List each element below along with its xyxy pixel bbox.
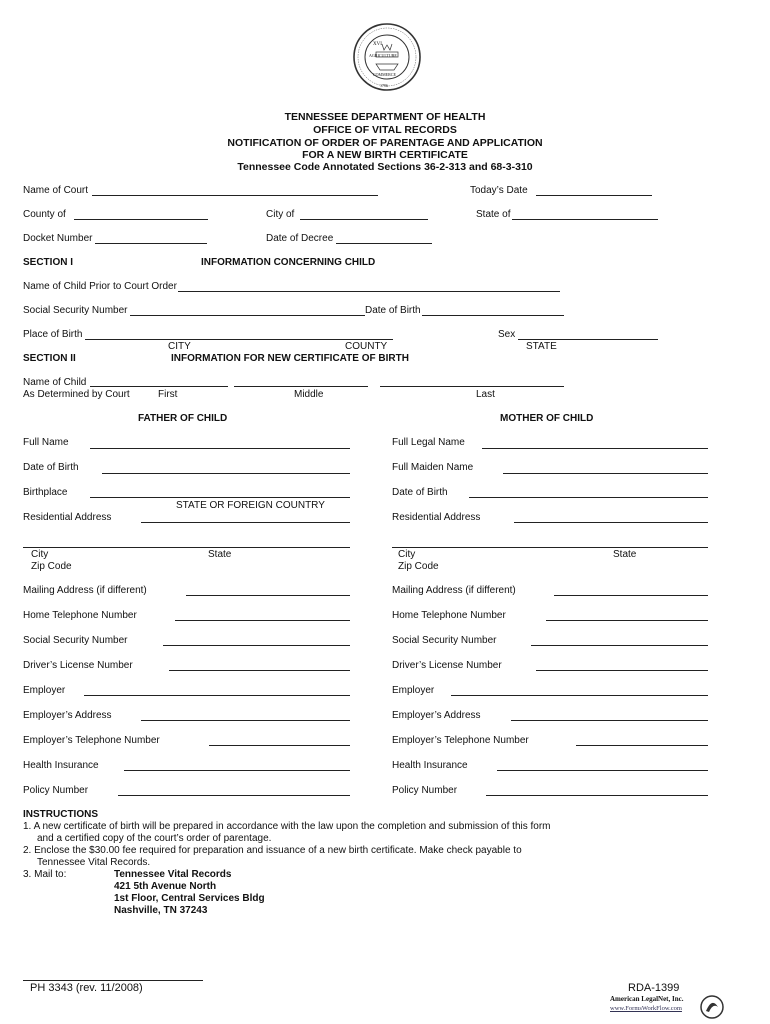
mother-full-legal-name-label: Full Legal Name [392,437,465,448]
place-of-birth-field[interactable] [85,339,393,340]
header-office: OFFICE OF VITAL RECORDS [313,124,457,136]
mother-residential-field[interactable] [514,522,708,523]
child-ssn-label: Social Security Number [23,305,128,316]
father-mailing-label: Mailing Address (if different) [23,585,147,596]
publisher-logo [598,994,726,1022]
child-dob-label: Date of Birth [365,305,421,316]
father-employer-label: Employer [23,685,66,696]
father-insurance-label: Health Insurance [23,760,99,771]
caption-state: STATE [526,341,557,352]
state-of-field[interactable] [512,219,658,220]
father-state-or-country-caption: STATE OR FOREIGN COUNTRY [176,500,325,511]
mother-ssn-label: Social Security Number [392,635,497,646]
mother-dob-field[interactable] [469,497,708,498]
father-heading: FATHER OF CHILD [138,413,228,424]
mother-employer-address-label: Employer’s Address [392,710,481,721]
publisher-name: American LegalNet, Inc. [610,995,684,1003]
county-of-field[interactable] [74,219,208,220]
sex-field[interactable] [518,339,658,340]
date-of-decree-label: Date of Decree [266,233,334,244]
instruction-2a: 2. Enclose the $30.00 fee required for preparation and issuance of a new birth certificate. Make check payable to [23,845,522,856]
mother-policy-field[interactable] [486,795,708,796]
date-of-decree-field[interactable] [336,243,432,244]
publisher-url[interactable]: www.FormsWorkFlow.com [610,1005,682,1012]
father-home-phone-field[interactable] [175,620,350,621]
mother-state-caption: State [613,549,637,560]
header-code: Tennessee Code Annotated Sections 36-2-313 and 68-3-310 [237,161,533,173]
mother-mailing-field[interactable] [554,595,708,596]
instructions-heading: INSTRUCTIONS [23,809,98,820]
mother-mailing-label: Mailing Address (if different) [392,585,516,596]
father-state-caption: State [208,549,232,560]
caption-county: COUNTY [345,341,388,352]
mother-license-field[interactable] [536,670,708,671]
father-mailing-field[interactable] [186,595,350,596]
instruction-1a: 1. A new certificate of birth will be prepared in accordance with the law upon the completion and submission of this form [23,821,551,832]
father-policy-field[interactable] [118,795,350,796]
mother-employer-address-field[interactable] [511,720,708,721]
father-ssn-label: Social Security Number [23,635,128,646]
mother-heading: MOTHER OF CHILD [500,413,594,424]
docket-number-label: Docket Number [23,233,93,244]
father-birthplace-label: Birthplace [23,487,68,498]
mother-maiden-name-label: Full Maiden Name [392,462,474,473]
mother-employer-phone-field[interactable] [576,745,708,746]
mother-employer-phone-label: Employer’s Telephone Number [392,735,529,746]
sex-label: Sex [498,329,516,340]
father-license-field[interactable] [169,670,350,671]
section-2-label: SECTION II [23,353,76,364]
father-birthplace-field[interactable] [90,497,350,498]
child-dob-field[interactable] [422,315,564,316]
father-dob-field[interactable] [102,473,350,474]
header-notification: NOTIFICATION OF ORDER OF PARENTAGE AND APPLICATION [227,137,543,149]
mother-dob-label: Date of Birth [392,487,448,498]
city-of-label: City of [266,209,295,220]
seal-commerce: COMMERCE [373,72,396,77]
father-dob-label: Date of Birth [23,462,79,473]
father-insurance-field[interactable] [124,770,350,771]
name-of-court-field[interactable] [92,195,378,196]
father-residential-field[interactable] [141,522,350,523]
father-employer-field[interactable] [84,695,350,696]
instruction-3: 3. Mail to: [23,869,67,880]
father-full-name-label: Full Name [23,437,69,448]
father-city-state-field[interactable] [23,547,350,548]
name-of-court-label: Name of Court [23,185,89,196]
mother-insurance-label: Health Insurance [392,760,468,771]
section-2-title: INFORMATION FOR NEW CERTIFICATE OF BIRTH [171,353,409,364]
mail-address-line-1: Tennessee Vital Records [114,869,232,880]
mother-full-legal-name-field[interactable] [482,448,708,449]
mother-residential-label: Residential Address [392,512,481,523]
mother-policy-label: Policy Number [392,785,458,796]
state-of-label: State of [476,209,511,220]
father-residential-label: Residential Address [23,512,112,523]
mother-license-label: Driver’s License Number [392,660,502,671]
name-prior-field[interactable] [178,291,560,292]
mother-city-state-field[interactable] [392,547,708,548]
caption-first: First [158,389,178,400]
mother-home-phone-label: Home Telephone Number [392,610,506,621]
mail-address-line-2: 421 5th Avenue North [114,881,217,892]
child-ssn-field[interactable] [130,315,365,316]
father-employer-address-field[interactable] [141,720,350,721]
child-middle-name-field[interactable] [234,386,368,387]
instruction-2b: Tennessee Vital Records. [37,857,151,868]
publisher-emblem-icon [700,994,724,1020]
father-home-phone-label: Home Telephone Number [23,610,137,621]
father-policy-label: Policy Number [23,785,89,796]
mother-employer-label: Employer [392,685,435,696]
todays-date-label: Today’s Date [470,185,528,196]
header-department: TENNESSEE DEPARTMENT OF HEALTH [284,111,486,123]
mother-maiden-name-field[interactable] [503,473,708,474]
seal-agriculture: AGRICULTURE [369,53,397,58]
as-determined-label: As Determined by Court [23,389,130,400]
caption-middle: Middle [294,389,324,400]
mother-city-caption: City [398,549,416,560]
mail-address-line-3: 1st Floor, Central Services Bldg [114,893,265,904]
footer-rule [23,980,203,981]
mother-employer-field[interactable] [451,695,708,696]
seal-year: 1796 [380,83,388,88]
todays-date-field[interactable] [536,195,652,196]
place-of-birth-label: Place of Birth [23,329,83,340]
instruction-1b: and a certified copy of the court’s order of parentage. [37,833,272,844]
city-of-field[interactable] [300,219,428,220]
father-zip-caption: Zip Code [31,561,72,572]
seal-roman: XVI [373,42,382,47]
county-of-label: County of [23,209,66,220]
rda-number: RDA-1399 [628,982,680,994]
mother-home-phone-field[interactable] [546,620,708,621]
section-1-label: SECTION I [23,257,74,268]
father-full-name-field[interactable] [90,448,350,449]
header-application: FOR A NEW BIRTH CERTIFICATE [302,149,468,161]
father-ssn-field[interactable] [163,645,350,646]
caption-city: CITY [168,341,191,352]
father-city-caption: City [31,549,49,560]
form-number: PH 3343 (rev. 11/2008) [30,982,143,994]
child-last-name-field[interactable] [380,386,564,387]
father-employer-phone-field[interactable] [209,745,350,746]
caption-last: Last [476,389,495,400]
father-employer-address-label: Employer’s Address [23,710,112,721]
father-license-label: Driver’s License Number [23,660,133,671]
name-of-child-label: Name of Child [23,377,87,388]
child-first-name-field[interactable] [90,386,228,387]
mother-zip-caption: Zip Code [398,561,439,572]
mother-insurance-field[interactable] [497,770,708,771]
father-employer-phone-label: Employer’s Telephone Number [23,735,160,746]
name-prior-label: Name of Child Prior to Court Order [23,281,177,292]
mother-ssn-field[interactable] [531,645,708,646]
section-1-title: INFORMATION CONCERNING CHILD [201,257,376,268]
mail-address-line-4: Nashville, TN 37243 [114,905,208,916]
docket-number-field[interactable] [95,243,207,244]
